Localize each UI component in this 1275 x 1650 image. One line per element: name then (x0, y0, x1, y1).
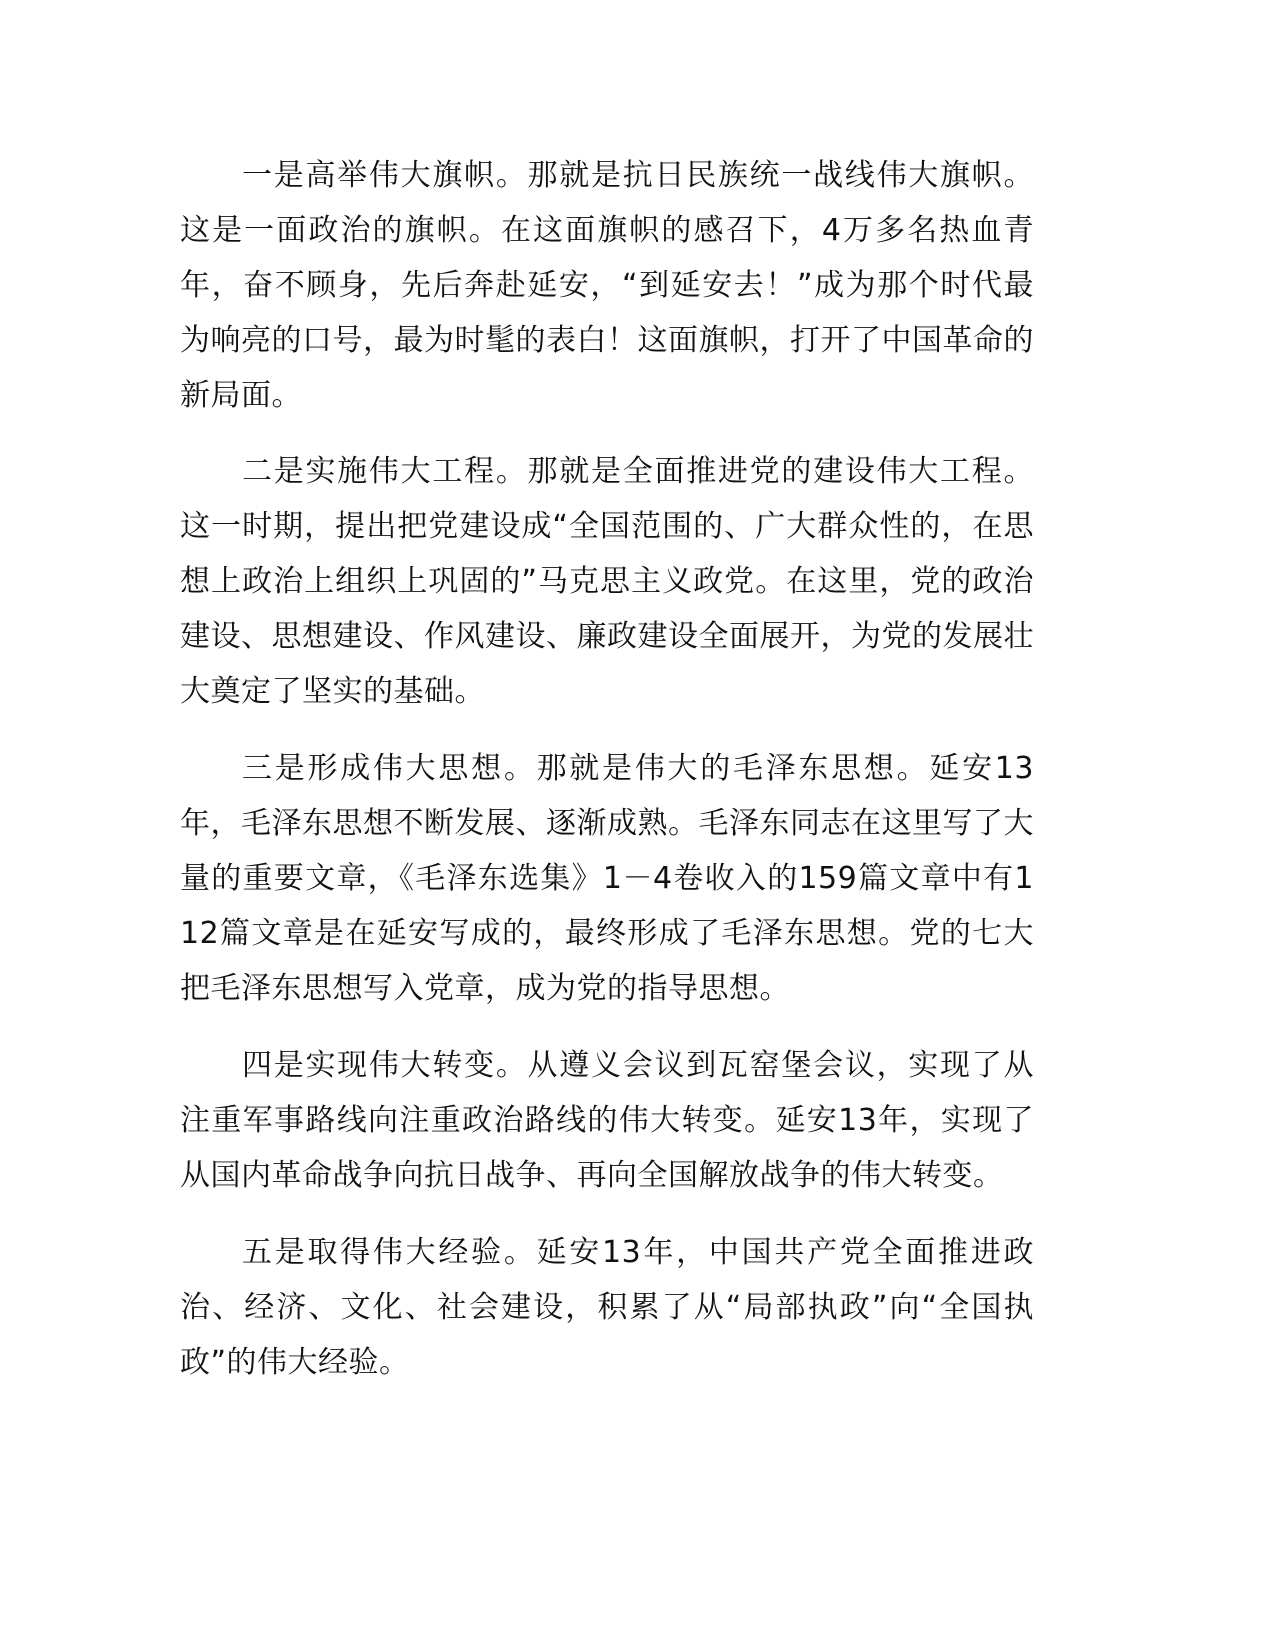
paragraph-great-experience: 五是取得伟大经验。延安13年，中国共产党全面推进政治、经济、文化、社会建设，积累了从“局部执政”向“全国执政”的伟大经验。 (180, 1235, 1034, 1380)
document-body (180, 148, 1034, 1410)
paragraph-great-transformation: 四是实现伟大转变。从遵义会议到瓦窑堡会议，实现了从注重军事路线向注重政治路线的伟大转变。延安13年，实现了从国内革命战争向抗日战争、再向全国解放战争的伟大转变。 (180, 1048, 1034, 1193)
paragraph-party-building: 二是实施伟大工程。那就是全面推进党的建设伟大工程。这一时期，提出把党建设成“全国范围的、广大群众性的，在思想上政治上组织上巩固的”马克思主义政党。在这里，党的政治建设、思想建设、作风建设、廉政建设全面展开，为党的发展壮大奠定了坚实的基础。 (180, 454, 1034, 709)
paragraph-flag: 一是高举伟大旗帜。那就是抗日民族统一战线伟大旗帜。这是一面政治的旗帜。在这面旗帜的感召下，4万多名热血青年，奋不顾身，先后奔赴延安，“到延安去！”成为那个时代最为响亮的口号，最为时髦的表白！这面旗帜，打开了中国革命的新局面。 (180, 158, 1034, 413)
paragraph-mao-thought: 三是形成伟大思想。那就是伟大的毛泽东思想。延安13年，毛泽东思想不断发展、逐渐成熟。毛泽东同志在这里写了大量的重要文章，《毛泽东选集》1－4卷收入的159篇文章中有112篇文章是在延安写成的，最终形成了毛泽东思想。党的七大把毛泽东思想写入党章，成为党的指导思想。 (180, 751, 1034, 1006)
